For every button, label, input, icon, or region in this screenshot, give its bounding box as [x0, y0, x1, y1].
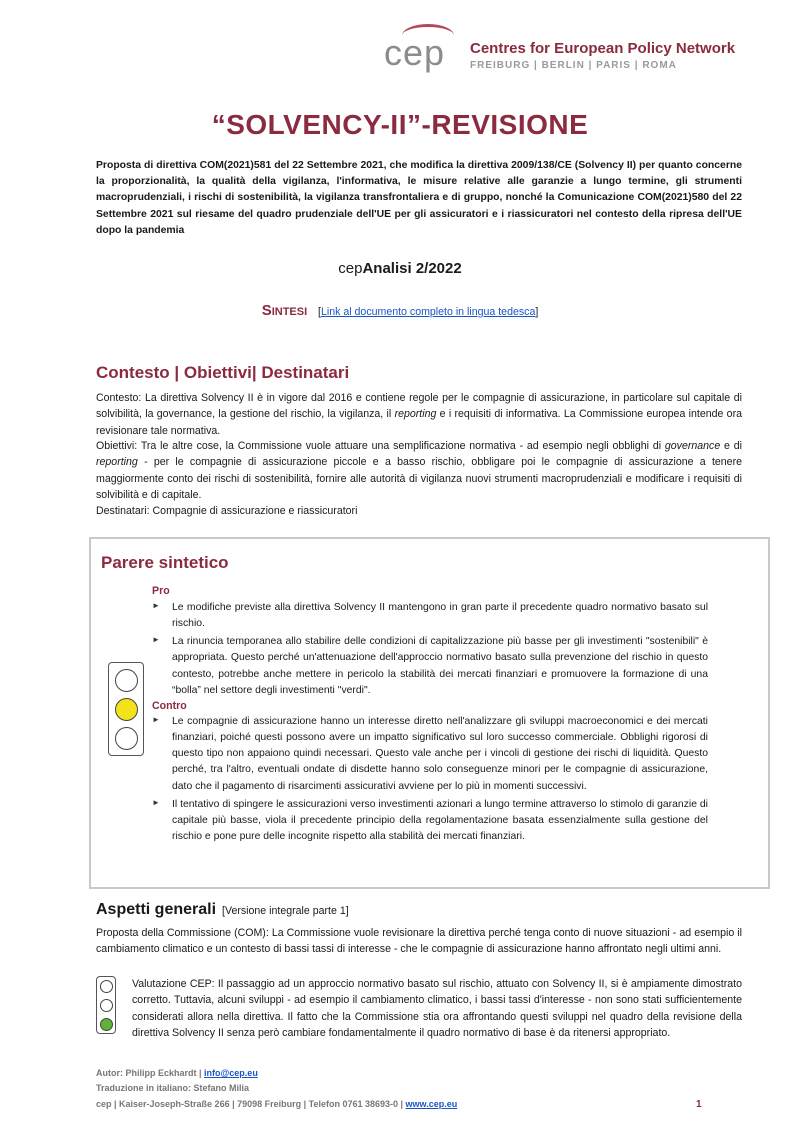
page-number: 1 [696, 1099, 702, 1110]
valutazione-paragraph [132, 976, 742, 1042]
network-name: Centres for European Policy Network [470, 40, 736, 57]
obiettivi-text3: - per le compagnie di assicurazione piccole e a basso rischio, obbligare poi le compagnie di assicurazione a tenere maggiormente conto dei rischi di sostenibilità, fornire alle autorità di vigilanza nuovi strumenti macroprudenziali e modificare i requisiti di solvibilità e di capitale. [96, 456, 742, 502]
obiettivi-text: : Tra le altre cose, la Commissione vuole attuare una semplificazione normativa - ad esempio negli obblighi di [134, 440, 665, 452]
footer-address-line [96, 1097, 742, 1112]
proposta-text: : La Commissione vuole revisionare la direttiva perché tenga conto di nuove situazioni - ad esempio il cambiamento climatico e un contesto di bassi tassi di interesse - che le compagnie di assicurazione hanno affrontato negli ultimi anni. [96, 927, 742, 956]
pro-label: Pro [152, 585, 170, 597]
footer-address: cep | Kaiser-Joseph-Straße 266 | 79098 Freiburg | Telefon 0761 38693-0 | [96, 1098, 406, 1109]
obiettivi-paragraph [96, 438, 742, 504]
obiettivi-em1: governance [664, 440, 721, 452]
list-item: ► La rinuncia temporanea allo stabilire delle condizioni di capitalizzazione più basse per gli investimenti "sostenibili" è appropriata. Questo perché un'attenuazione dell'approccio normativo basato sulla prevenzione del rischio in questo contesto, potrebbe anche mettere in pericolo la stabilità dei mercati finanziari e promuovere la formazione di una “bolla” nel settore degli investimenti "verdi". [152, 634, 708, 699]
analysis-label: Analisi [362, 260, 412, 277]
bracket-open: [ [318, 306, 321, 318]
general-heading [96, 898, 349, 922]
network-cities: FREIBURG | BERLIN | PARIS | ROMA [470, 60, 677, 71]
pro-list [152, 600, 708, 701]
general-heading-sub: [Versione integrale parte 1] [222, 905, 349, 917]
lamp-yellow [115, 698, 138, 721]
contro-label: Contro [152, 700, 187, 712]
obiettivi-text2: e di [720, 440, 742, 452]
cep-logo [384, 22, 734, 74]
contesto-label: Contesto [96, 392, 139, 404]
contro-list [152, 714, 708, 847]
logo-word: cep [384, 32, 446, 73]
contesto-em: reporting [394, 408, 437, 421]
destinatari-label: Destinatari [96, 505, 147, 517]
obiettivi-label: Obiettivi [96, 440, 135, 452]
summary-box-title: Parere sintetico [101, 553, 229, 572]
lamp-yellow [100, 999, 113, 1012]
footer-translation: Traduzione in italiano: Stefano Milia [96, 1083, 250, 1094]
footer-author: Autor: Philipp Eckhardt | [96, 1068, 205, 1078]
destinatari-text: : Compagnie di assicurazione e riassicuratori [146, 505, 358, 517]
lamp-red [115, 669, 138, 692]
footer [96, 1066, 742, 1112]
contesto-text: : La direttiva Solvency II è in vigore dal 2016 e contiene regole per le compagnie di assicurazione, in particolare sul capitale di solvibilità, la governance, la gestione del rischio, la vigilanza, il [96, 392, 742, 421]
obiettivi-em2: reporting [96, 456, 138, 469]
footer-author-line [96, 1066, 742, 1081]
general-heading-text: Aspetti generali [96, 901, 217, 918]
list-item: ► Le compagnie di assicurazione hanno un interesse diretto nell'analizzare gli sviluppi macroeconomici e dei mercati finanziari, poiché questi possono avere un impatto significativo sul loro successo commerciale. Obblighi rigorosi di questo tipo non appaiono quindi necessari. Questo vale anche per i vincoli di gestione dei rischi di liquidità. Questo perché, tra l'altro, eventuali ondate di disdette hanno solo conseguenze minori per le compagnie di assicurazione, dato che il pagamento di risarcimenti assicurativi avviene per lo più in momenti successivi. [152, 714, 708, 795]
valutazione-text: : Il passaggio ad un approccio normativo basato sul rischio, attuato con Solvency II, si è ampiamente dimostrato corretto. Tuttavia, alcuni sviluppi - ad esempio il cambiamento climatico, i bassi tassi d'interesse - non sono stati sufficientemente considerati allora nella direttiva. Il fatto che la Commissione stia ora affrontando questi sviluppi nel quadro della revisione della direttiva Solvency II senza però cambiare fondamentalmente il quadro normativo di base è da ritenersi appropriato. [132, 978, 742, 1040]
lamp-green [115, 727, 138, 750]
analysis-prefix: cep [338, 260, 363, 277]
valutazione-label: Valutazione CEP [132, 978, 212, 990]
lamp-green [100, 1018, 113, 1031]
bracket-close: ] [535, 306, 539, 318]
list-item: ► Le modifiche previste alla direttiva Solvency II mantengono in gran parte il precedente quadro normativo basato sul rischio. [152, 600, 708, 632]
traffic-light-icon [96, 976, 116, 1034]
analysis-issue: 2/2022 [415, 260, 462, 277]
analysis-number [0, 258, 800, 281]
proposta-label: Proposta della Commissione (COM) [96, 927, 266, 939]
summary-row [0, 300, 800, 323]
destinatari-paragraph [96, 503, 742, 519]
traffic-light-icon [108, 662, 144, 756]
intro-paragraph: Proposta di direttiva COM(2021)581 del 22 Settembre 2021, che modifica la direttiva 2009/138/CE (Solvency II) per quanto concerne la proporzionalità, la qualità della vigilanza, l'informativa, le misure relative alle garanzie a lungo termine, gli strumenti macroprudenziali, i rischi di sostenibilità, la vigilanza transfrontaliera e di gruppo, nonché la Comunicazione COM(2021)580 del 22 Settembre 2021 sul riesame del quadro prudenziale dell'UE per gli assicuratori e i riassicuratori nel contesto della ripresa dell'UE dopo la pandemia [96, 160, 742, 236]
proposta-paragraph [96, 925, 742, 958]
summary-label: Sintesi [261, 302, 308, 319]
list-item: ► Il tentativo di spingere le assicurazioni verso investimenti azionari a lungo termine attraverso lo stimolo di garanzie di capitale più basse, viola il precedente principio della regolamentazione basata essenzialmente sulla gestione del rischio e pone pure delle incognite rispetto alla stabilità dei mercati finanziari. [152, 797, 708, 845]
email-link[interactable]: info@cep.eu [204, 1068, 258, 1078]
full-document-link[interactable]: Link al documento completo in lingua tedesca [320, 306, 536, 318]
document-title: “SOLVENCY-II”-REVISIONE [211, 109, 589, 140]
lamp-red [100, 980, 113, 993]
context-heading: Contesto | Obiettivi| Destinatari [96, 363, 350, 382]
contesto-text2: e i requisiti di informativa. La Commissione europea intende ora revisionare tale normativa. [96, 408, 742, 437]
website-link[interactable]: www.cep.eu [405, 1098, 458, 1109]
contesto-paragraph [96, 390, 742, 439]
